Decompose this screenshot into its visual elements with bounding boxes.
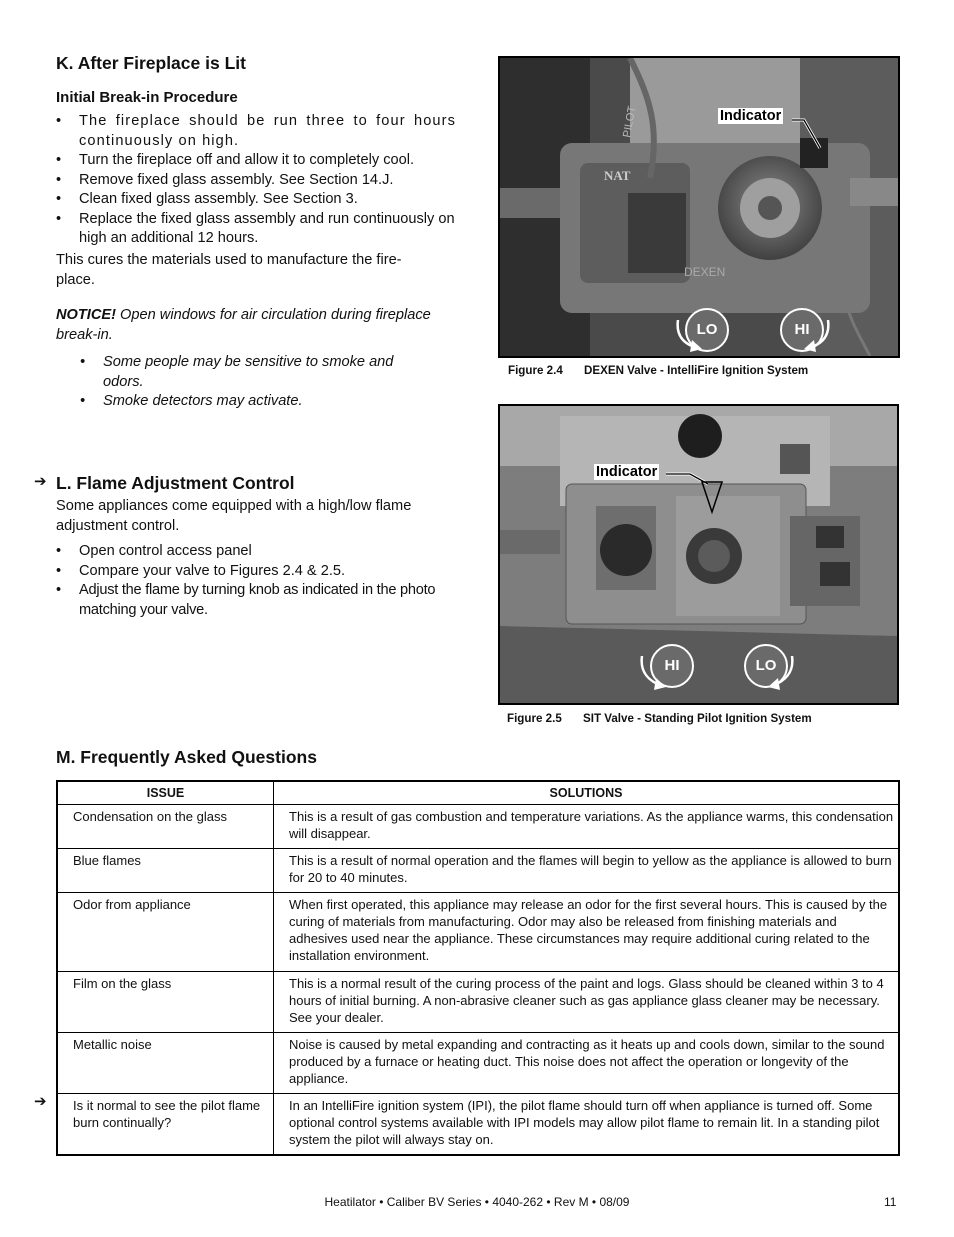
figure-number: Figure 2.4 [508, 364, 563, 377]
figure-2-5-caption [507, 712, 812, 725]
pilot-stamp: PILOT [621, 105, 639, 139]
hi-badge: HI [780, 308, 824, 352]
turn-arrow-left-icon [670, 320, 710, 354]
issue-cell: Blue flames [57, 849, 274, 893]
notice-bullets-list [80, 353, 425, 412]
list-item: • Compare your valve to Figures 2.4 & 2.5. [56, 562, 458, 582]
sit-valve-illustration [500, 406, 897, 703]
turn-arrow-right-icon [796, 320, 836, 354]
column-header-solutions: SOLUTIONS [274, 781, 900, 805]
table-row [57, 1094, 899, 1156]
table-row [57, 893, 899, 972]
hi-badge: HI [650, 644, 694, 688]
solution-cell: When first operated, this appliance may release an odor for the first several hours. This is caused by the curing of materials from manufacturing. Odor may also be released from finishing materials and adhesives used near the appliance. These circumstances may require additional curing related to the installation environment. [274, 893, 900, 972]
solution-cell: This is a result of gas combustion and temperature variations. As the appliance warms, this condensation will disappear. [274, 805, 900, 849]
section-l-heading: L. Flame Adjustment Control [56, 473, 295, 493]
turn-arrow-left-icon [634, 656, 674, 696]
nat-stamp: NAT [604, 168, 631, 183]
notice-label: NOTICE! [56, 307, 116, 323]
footer-text: Heatilator • Caliber BV Series • 4040-262 • Rev M • 08/09 [324, 1195, 630, 1209]
list-item: • The fireplace should be run three to four hours continuously on high. [56, 112, 456, 151]
section-m-heading: M. Frequently Asked Questions [56, 747, 317, 767]
page-number: 11 [884, 1195, 897, 1209]
solution-cell: This is a normal result of the curing process of the paint and logs. Glass should be cleaned within 3 to 4 hours of initial burning. A non-abrasive cleaner such as gas appliance glass cleaner may be necessary. See your dealer. [274, 972, 900, 1033]
table-row [57, 972, 899, 1033]
list-item: • Smoke detectors may activate. [80, 392, 425, 412]
section-k-heading: K. After Fireplace is Lit [56, 53, 246, 73]
flame-adjustment-intro: Some appliances come equipped with a high/low flame adjustment control. [56, 498, 412, 534]
issue-cell: Film on the glass [57, 972, 274, 1033]
figure-2-4-caption [508, 364, 808, 377]
solution-cell: This is a result of normal operation and the flames will begin to yellow as the appliance is allowed to burn for 20 to 40 minutes. [274, 849, 900, 893]
dexen-valve-photo [498, 56, 900, 358]
break-in-closing-text: This cures the materials used to manufacture the fire-place. [56, 252, 402, 288]
indicator-pointer-icon [790, 114, 830, 154]
solution-cell: Noise is caused by metal expanding and contracting as it heats up and cools down, similar to the sound produced by a furnace or heating duct. This noise does not affect the operation or longevity of the appliance. [274, 1033, 900, 1094]
issue-cell: Condensation on the glass [57, 805, 274, 849]
flame-adjustment-steps [56, 542, 458, 620]
sit-valve-photo [498, 404, 899, 705]
dexen-stamp: DEXEN [684, 265, 726, 279]
list-item: • Replace the fixed glass assembly and run continuously on high an additional 12 hours. [56, 210, 456, 249]
lo-badge: LO [685, 308, 729, 352]
indicator-label: Indicator [720, 108, 782, 124]
notice-paragraph [56, 306, 461, 345]
figure-title: DEXEN Valve - IntelliFire Ignition System [584, 364, 809, 377]
turn-arrow-right-icon [760, 656, 800, 696]
column-header-issue: ISSUE [57, 781, 274, 805]
table-header-row [57, 781, 899, 805]
list-item: • Remove fixed glass assembly. See Section 14.J. [56, 171, 456, 191]
break-in-steps-list [56, 112, 456, 249]
table-row [57, 1033, 899, 1094]
faq-table [56, 780, 900, 1156]
solution-cell: In an IntelliFire ignition system (IPI), the pilot flame should turn off when appliance is turned off. Some optional control systems available with IPI models may allow pilot flame to remain lit. In a standing pilot system the pilot will always stay on. [274, 1094, 900, 1156]
table-row [57, 849, 899, 893]
lo-badge: LO [744, 644, 788, 688]
table-row [57, 805, 899, 849]
list-item: • Open control access panel [56, 542, 458, 562]
issue-cell: Odor from appliance [57, 893, 274, 972]
figure-number: Figure 2.5 [507, 712, 562, 725]
list-item: • Some people may be sensitive to smoke and odors. [80, 353, 425, 392]
indicator-label: Indicator [596, 464, 658, 480]
revision-arrow-icon: ➔ [34, 473, 47, 490]
notice-text: Open windows for air circulation during fireplace break-in. [56, 307, 431, 343]
indicator-pointer-icon [666, 468, 726, 516]
list-item: • Adjust the flame by turning knob as indicated in the photo matching your valve. [56, 581, 458, 620]
section-k-subheading: Initial Break-in Procedure [56, 89, 238, 106]
issue-cell: Metallic noise [57, 1033, 274, 1094]
figure-title: SIT Valve - Standing Pilot Ignition System [583, 712, 812, 725]
revision-arrow-icon: ➔ [34, 1093, 47, 1110]
list-item: • Turn the fireplace off and allow it to completely cool. [56, 151, 456, 171]
list-item: • Clean fixed glass assembly. See Section 3. [56, 190, 456, 210]
issue-cell: Is it normal to see the pilot flame burn continually? [57, 1094, 274, 1156]
